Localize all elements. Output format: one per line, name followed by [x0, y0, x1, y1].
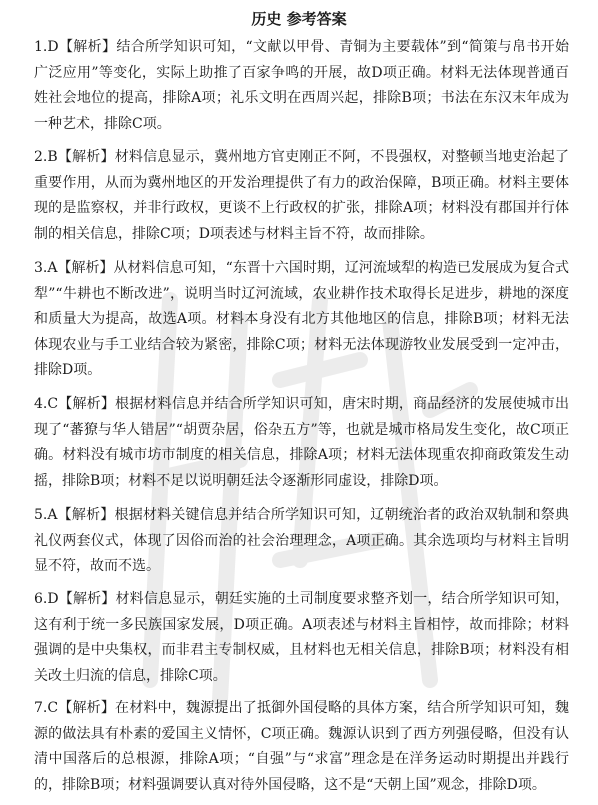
- answer-item-6: [34, 587, 569, 689]
- answer-text: 结合所学知识可知，“文献以甲骨、青铜为主要载体”到“简策与帛书开始广泛应用”等变化，实际上助推了百家争鸣的开展，故D项正确。材料无法体现普通百姓社会地位的提高，排除A项；礼乐文明在西周兴起，排除B项；书法在东汉末年成为一种艺术，排除C项。: [34, 39, 569, 132]
- analysis-tag: 【解析】: [58, 396, 116, 412]
- answer-number: 7.C: [34, 700, 59, 716]
- answer-number: 5.A: [34, 507, 58, 523]
- analysis-tag: 【解析】: [58, 39, 117, 55]
- answer-item-2: [34, 145, 569, 247]
- answer-text: 材料信息显示，朝廷实施的土司制度要求整齐划一，结合所学知识可知，这有利于统一多民族国家发展，D项正确。A项表述与材料主旨相悖，故而排除；材料强调的是中央集权，而非君主专制权威，且材料也无相关信息，排除B项；材料没有相关改土归流的信息，排除C项。: [34, 591, 569, 684]
- analysis-tag: 【解析】: [58, 591, 116, 607]
- analysis-tag: 【解析】: [57, 507, 115, 523]
- answer-text: 从材料信息可知，“东晋十六国时期，辽河流域犁的构造已发展成为复合式犁”“牛耕也不断改进”，说明当时辽河流域，农业耕作技术取得长足进步，耕地的深度和质量大为提高，故选A项。材料本身没有北方其他地区的信息，排除B项；材料无法体现农业与手工业结合较为紧密，排除C项；材料无法体现游牧业发展受到一定冲击，排除D项。: [34, 260, 570, 378]
- analysis-tag: 【解析】: [57, 149, 115, 165]
- answer-text: 材料信息显示，冀州地方官吏刚正不阿，不畏强权，对整顿当地吏治起了重要作用，从而为冀州地区的开发治理提供了有力的政治保障，B项正确。材料主要体现的是监察权，并非行政权，更谈不上行政权的扩张，排除A项；材料没有郡国并行体制的相关信息，排除C项；D项表述与材料主旨不符，故而排除。: [34, 149, 570, 242]
- answer-item-3: [34, 256, 569, 384]
- answer-text: 在材料中，魏源提出了抵御外国侵略的具体方案，结合所学知识可知，魏源的做法具有朴素的爱国主义情怀，C项正确。魏源认识到了西方列强侵略，但没有认清中国落后的总根源，排除A项；“自强”与“求富”理念是在洋务运动时期提出并践行的，排除B项；材料强调要认真对待外国侵略，这不是“天朝上国”观念，排除D项。: [34, 700, 570, 793]
- answer-item-5: [34, 503, 569, 580]
- answer-number: 3.A: [34, 260, 58, 276]
- answer-item-7: [34, 696, 569, 798]
- answer-number: 2.B: [34, 149, 58, 165]
- answer-number: 4.C: [34, 396, 59, 412]
- analysis-tag: 【解析】: [57, 260, 114, 276]
- answer-item-4: [34, 392, 569, 494]
- answer-item-1: [34, 35, 569, 137]
- analysis-tag: 【解析】: [58, 700, 116, 716]
- answer-text: 根据材料关键信息并结合所学知识可知，辽朝统治者的政治双轨制和祭典礼仪两套仪式，体现了因俗而治的社会治理理念，A项正确。其余选项均与材料主旨明显不符，故而不选。: [34, 507, 569, 574]
- answer-number: 1.D: [34, 39, 59, 55]
- page-title: 历史 参考答案: [251, 10, 347, 28]
- answer-number: 6.D: [34, 591, 59, 607]
- answer-text: 根据材料信息并结合所学知识可知，唐宋时期，商品经济的发展使城市出现了“蕃獠与华人错居”“胡贾杂居，俗杂五方”等，也就是城市格局发生变化，故C项正确。材料没有城市坊市制度的相关信息，排除A项；材料无法体现重农抑商政策发生动摇，排除B项；材料不足以说明朝廷法令逐渐形同虚设，排除D项。: [34, 396, 570, 489]
